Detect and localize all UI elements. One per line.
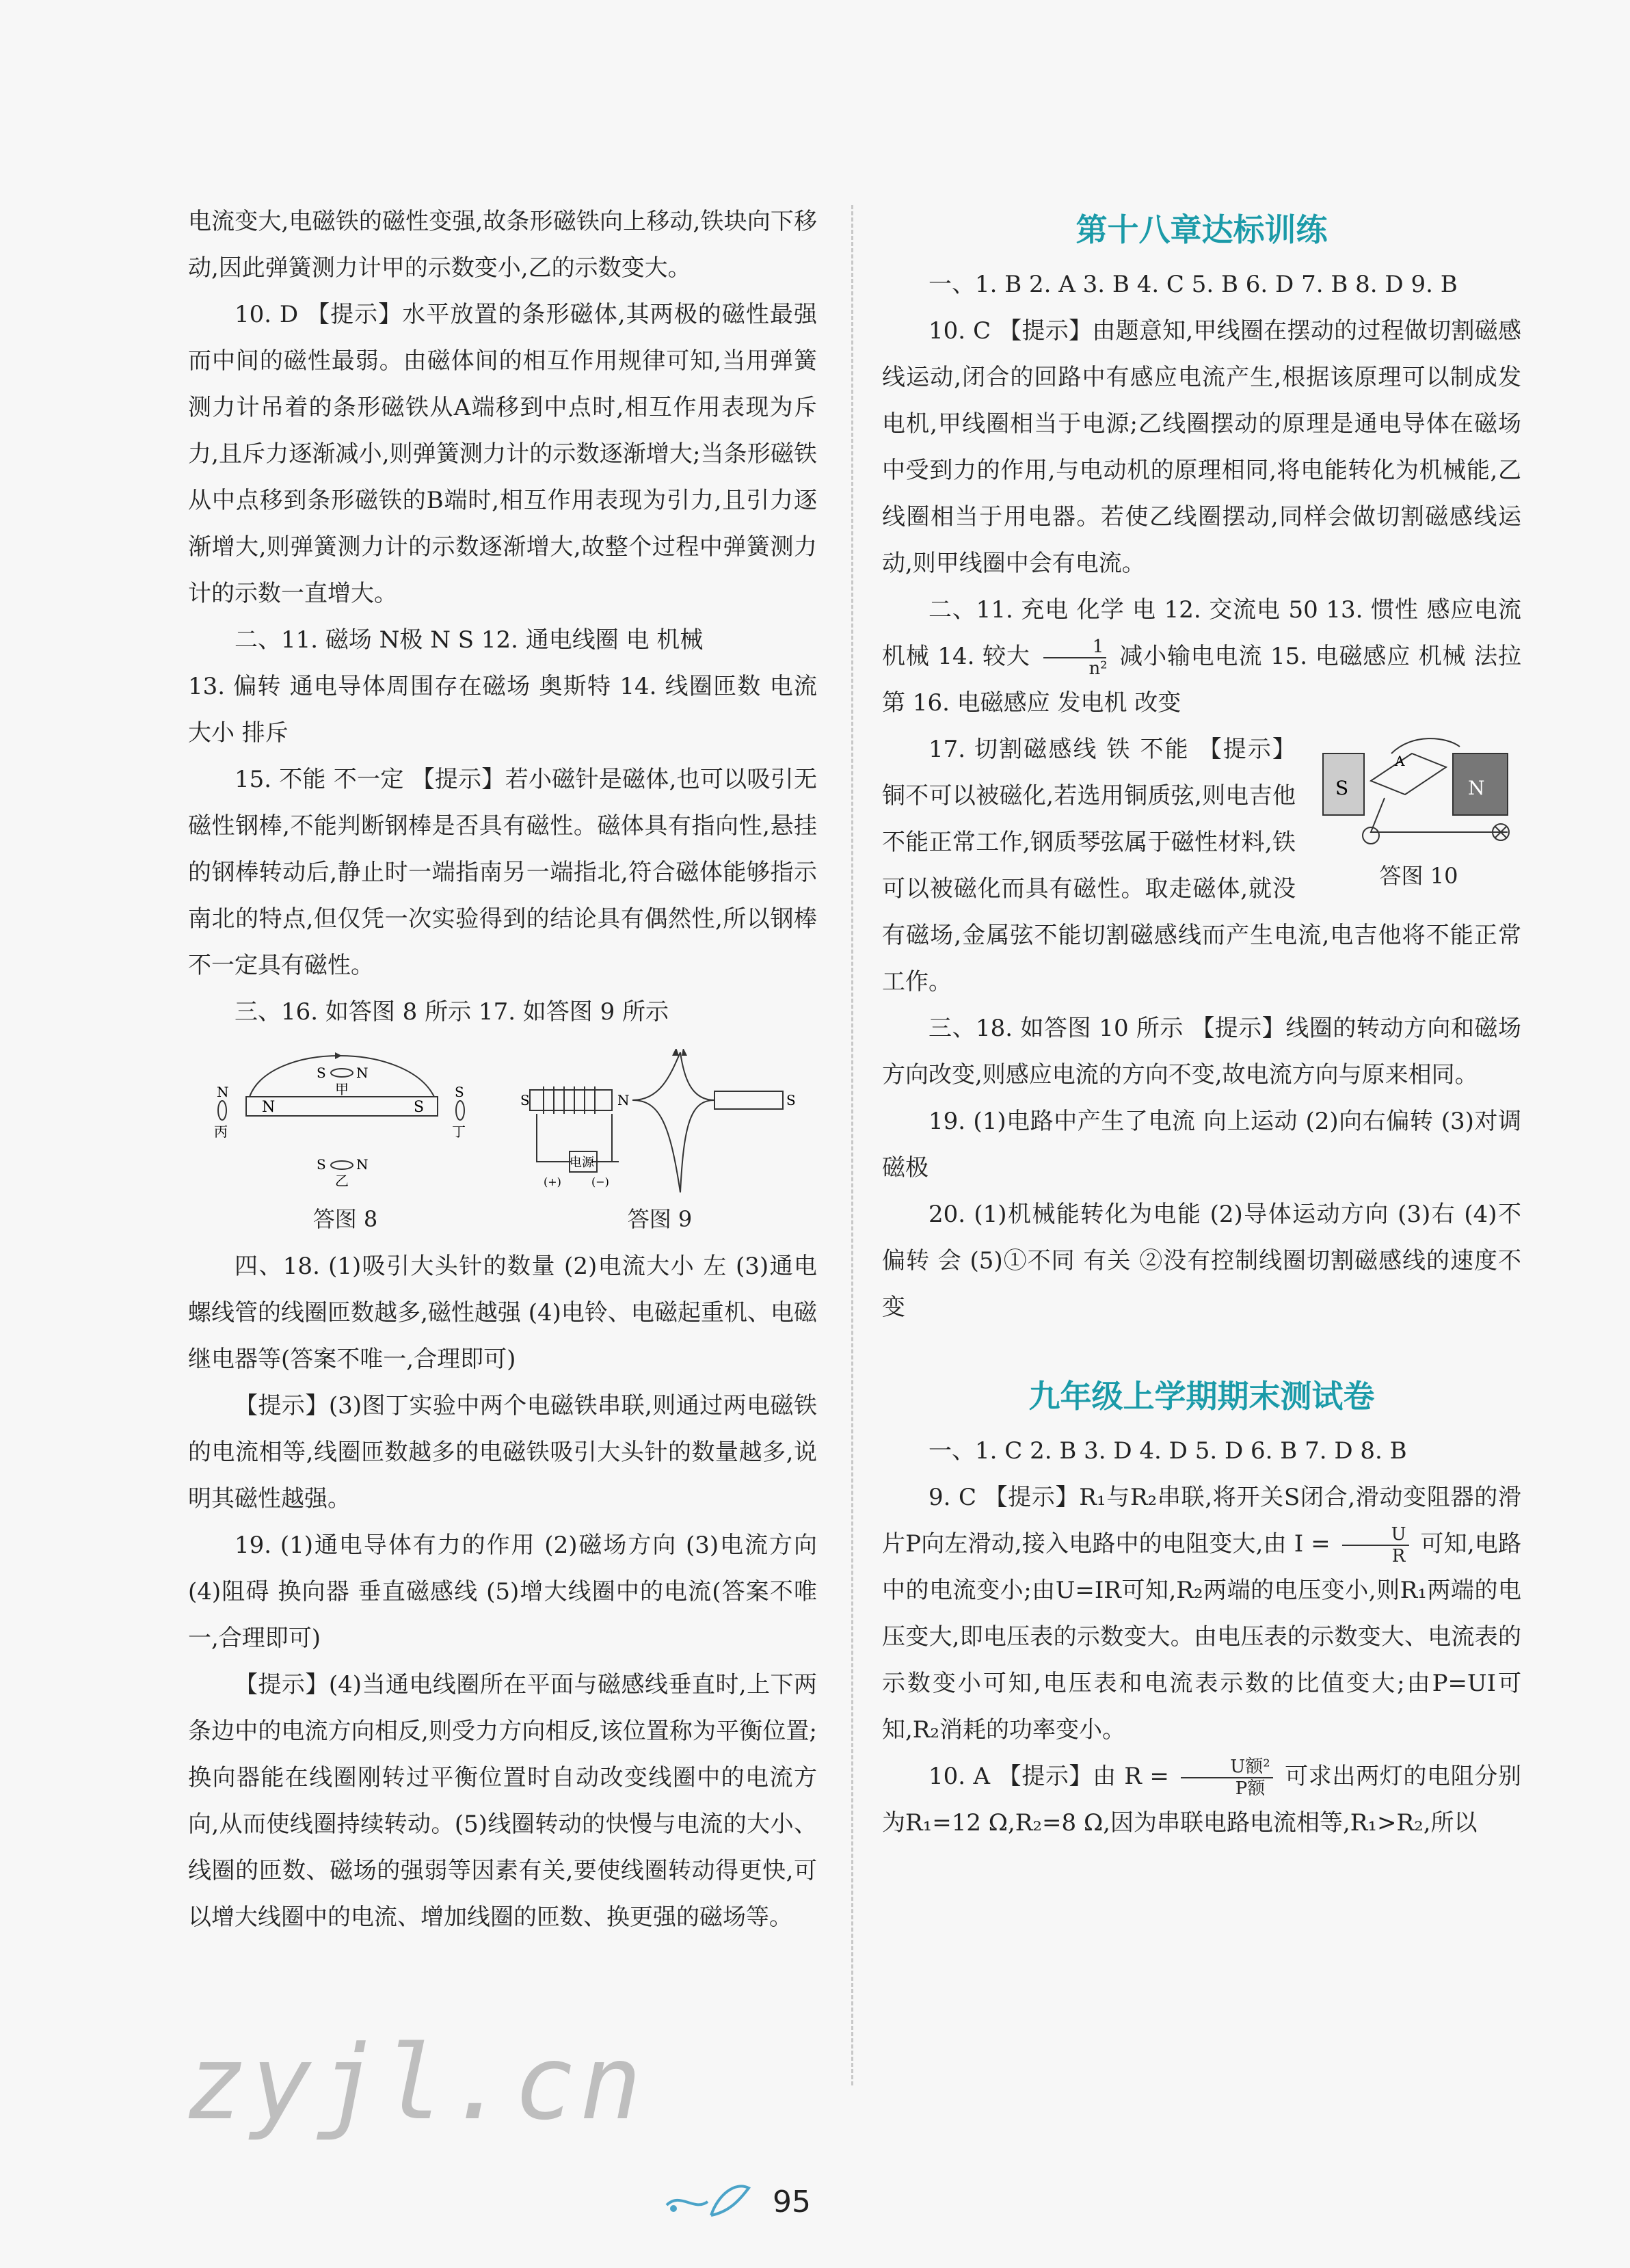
fraction-denominator: n² — [1088, 658, 1108, 679]
watermark — [185, 2024, 645, 2143]
section-title: 九年级上学期期末测试卷 — [1028, 1378, 1375, 1415]
paragraph: 【提示】(4)当通电线圈所在平面与磁感线垂直时,上下两条边中的电流方向相反,则受力方向相反,该位置称为平衡位置;换向器能在线圈刚转过平衡位置时自动改变线圈中的电流方向,从而使线圈持续转动。(5)线圈转动的快慢与电流的大小、线圈的匝数、磁场的强弱等因素有关,要使线圈转动得更快,可以增大线圈中的电流、增加线圈的匝数、换更强的磁场等。 — [188, 1671, 817, 1931]
fig8-bing-label: 丙 — [214, 1123, 228, 1140]
figure-10-caption: 答图 10 — [1379, 863, 1458, 889]
fig8-jia-label: 甲 — [335, 1081, 349, 1097]
paragraph: 二、11. 磁场 N极 N S 12. 通电线圈 电 机械 — [235, 626, 704, 654]
figure-9 — [516, 1049, 803, 1236]
paragraph: 17. 切割磁感线 铁 不能 【提示】铜不可以被磁化,若选用铜质弦,则电吉他不能正常工作,钢质琴弦属于磁性材料,铁可以被磁化而具有磁性。取走磁体,就没有磁场,金属弦不能切割磁感线而产生电流,电吉他将不能正常工作。 — [882, 736, 1521, 996]
figure-9-diagram — [516, 1049, 803, 1199]
paragraph: 三、16. 如答图 8 所示 17. 如答图 9 所示 — [235, 998, 669, 1026]
paragraph: 一、1. C 2. B 3. D 4. D 5. D 6. B 7. D 8. B — [928, 1437, 1407, 1465]
figure-8-diagram — [202, 1049, 489, 1199]
fraction-numerator: U额² — [1181, 1757, 1272, 1778]
text-span: 10. A 【提示】由 R = — [928, 1763, 1169, 1790]
fig8-jia-s: S — [317, 1065, 326, 1081]
fig9-coil-s: S — [520, 1092, 530, 1108]
text-span: 9. C 【提示】R₁与R₂串联,将开关S闭合,滑动变阻器的滑片P向左滑动,接入电路中的电阻变大,由 I = — [882, 1484, 1521, 1558]
fig10-a: A — [1395, 753, 1405, 769]
paragraph: 15. 不能 不一定 【提示】若小磁针是磁体,也可以吸引无磁性钢棒,不能判断钢棒是否具有磁性。磁体具有指向性,悬挂的钢棒转动后,静止时一端指南另一端指北,符合磁体能够指示南北的特点,但仅凭一次实验得到的结论具有偶然性,所以钢棒不一定具有磁性。 — [188, 766, 817, 979]
paragraph: 三、18. 如答图 10 所示 【提示】线圈的转动方向和磁场方向改变,则感应电流的方向不变,故电流方向与原来相同。 — [882, 1015, 1521, 1089]
text-span: 可求出两灯的电阻分别为R₁=12 Ω,R₂=8 Ω,因为串联电路电流相等,R₁>R₂,所以 — [882, 1763, 1521, 1837]
fig9-source: 电源 — [570, 1156, 594, 1170]
figure-10-diagram — [1316, 733, 1521, 856]
left-column — [188, 198, 817, 1940]
figure-row — [188, 1049, 817, 1236]
fraction-denominator: P额 — [1235, 1778, 1266, 1799]
fig8-bar-n: N — [262, 1099, 276, 1116]
fig8-bar-s: S — [414, 1099, 425, 1116]
paragraph — [882, 587, 1521, 726]
fig8-ding-label: 丁 — [452, 1123, 466, 1140]
fig8-yi-n: N — [356, 1156, 369, 1173]
fraction — [1042, 637, 1107, 679]
fraction-numerator: U — [1342, 1524, 1409, 1546]
fig9-magnet-s: S — [786, 1092, 796, 1108]
paragraph — [882, 1753, 1521, 1846]
fig9-coil-n: N — [617, 1092, 630, 1108]
paragraph: 一、1. B 2. A 3. B 4. C 5. B 6. D 7. B 8. D 9. B — [928, 271, 1458, 298]
fig9-plus: (+) — [544, 1175, 561, 1188]
paragraph: 20. (1)机械能转化为电能 (2)导体运动方向 (3)右 (4)不偏转 会 (5)①不同 有关 ②没有控制线圈切割磁感线的速度不变 — [882, 1201, 1521, 1321]
fig8-jia-n: N — [356, 1065, 369, 1081]
paragraph: 13. 偏转 通电导体周围存在磁场 奥斯特 14. 线圈匝数 电流大小 排斥 — [188, 673, 817, 747]
text-span: 二、11. 充电 化学 电 12. 交流电 50 13. 惯性 感应电流 机械 14. 较大 — [882, 596, 1521, 670]
fraction — [1342, 1524, 1409, 1566]
paragraph: 电流变大,电磁铁的磁性变强,故条形磁铁向上移动,铁块向下移动,因此弹簧测力计甲的示数变小,乙的示数变大。 — [188, 208, 817, 282]
paragraph — [882, 1474, 1521, 1753]
figure-8 — [202, 1049, 489, 1236]
paragraph: 四、18. (1)吸引大头针的数量 (2)电流大小 左 (3)通电螺线管的线圈匝数越多,磁性越强 (4)电铃、电磁起重机、电磁继电器等(答案不唯一,合理即可) — [188, 1253, 817, 1373]
fig10-s: S — [1335, 777, 1349, 799]
section-title: 第十八章达标训练 — [1075, 211, 1328, 248]
butterfly-ornament-icon — [660, 2174, 756, 2222]
paragraph: 10. C 【提示】由题意知,甲线圈在摆动的过程做切割磁感线运动,闭合的回路中有感应电流产生,根据该原理可以制成发电机,甲线圈相当于电源;乙线圈摆动的原理是通电导体在磁场中受到力的作用,与电动机的原理相同,将电能转化为机械能,乙线圈相当于用电器。若使乙线圈摆动,同样会做切割磁感线运动,则甲线圈中会有电流。 — [882, 317, 1521, 577]
figure-8-caption: 答图 8 — [312, 1206, 378, 1232]
page-number: 95 — [773, 2185, 811, 2219]
paragraph: 19. (1)通电导体有力的作用 (2)磁场方向 (3)电流方向 (4)阻碍 换向器 垂直磁感线 (5)增大线圈中的电流(答案不唯一,合理即可) — [188, 1532, 817, 1652]
text-span: 减小输电电流 15. 电磁感应 机械 法拉第 16. 电磁感应 发电机 改变 — [882, 643, 1521, 717]
figure-10 — [1316, 733, 1521, 893]
fraction-denominator: R — [1391, 1546, 1406, 1566]
paragraph: 19. (1)电路中产生了电流 向上运动 (2)向右偏转 (3)对调磁极 — [882, 1108, 1521, 1182]
fraction — [1181, 1757, 1272, 1799]
paragraph: 10. D 【提示】水平放置的条形磁体,其两极的磁性最强而中间的磁性最弱。由磁体间的相互作用规律可知,当用弹簧测力计吊着的条形磁铁从A端移到中点时,相互作用表现为斥力,且斥力逐渐减小,则弹簧测力计的示数逐渐增大;当条形磁铁从中点移到条形磁铁的B端时,相互作用表现为引力,且引力逐渐增大,则弹簧测力计的示数逐渐增大,故整个过程中弹簧测力计的示数一直增大。 — [188, 301, 817, 607]
text-span: 可知,电路中的电流变小;由U=IR可知,R₂两端的电压变小,则R₁两端的电压变大,即电压表的示数变大。由电压表的示数变大、电流表的示数变小可知,电压表和电流表示数的比值变大;由P=UI可知,R₂消耗的功率变小。 — [882, 1530, 1522, 1744]
fig8-bing-n: N — [217, 1084, 229, 1100]
fig8-yi-label: 乙 — [335, 1173, 349, 1189]
paragraph: 【提示】(3)图丁实验中两个电磁铁串联,则通过两电磁铁的电流相等,线圈匝数越多的电磁铁吸引大头针的数量越多,说明其磁性越强。 — [188, 1392, 817, 1512]
right-column — [882, 198, 1521, 1846]
column-divider — [851, 205, 853, 2085]
fig8-yi-s: S — [317, 1156, 326, 1173]
fraction-numerator: 1 — [1043, 637, 1107, 658]
watermark-text: zyjl.cn — [185, 2024, 646, 2143]
figure-9-caption: 答图 9 — [627, 1206, 693, 1232]
fig8-ding-s: S — [455, 1084, 464, 1100]
fig9-minus: (−) — [591, 1175, 609, 1188]
fig10-n: N — [1468, 777, 1485, 799]
